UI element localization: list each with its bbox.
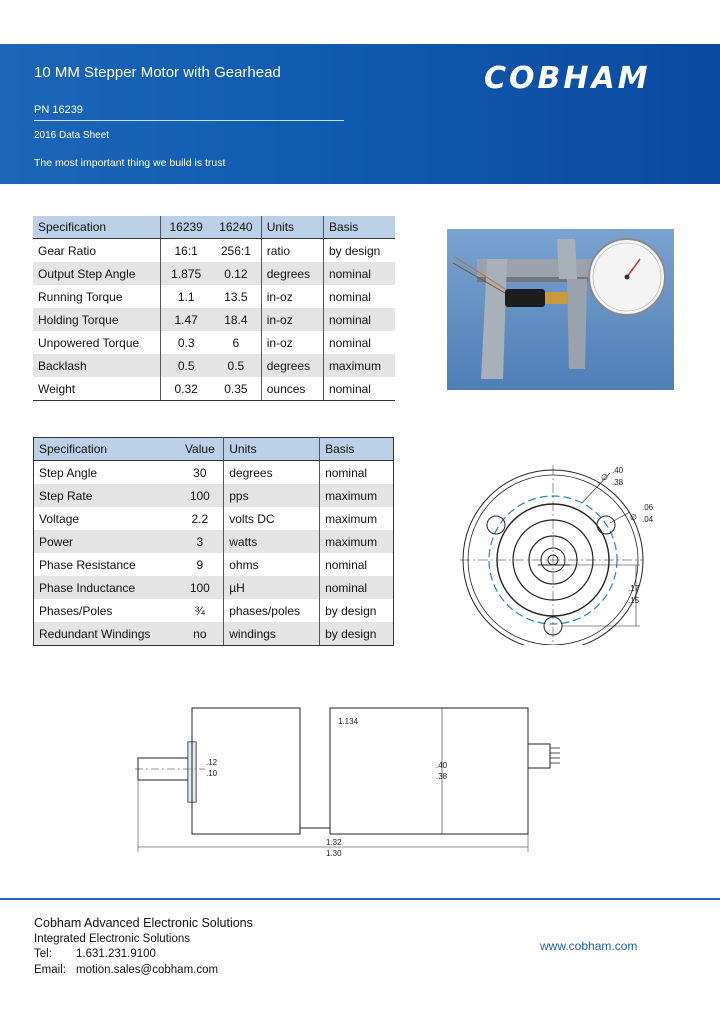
table-cell: Step Angle — [39, 465, 98, 480]
side-dim-total-max: 1.32 — [326, 838, 342, 847]
motor-caliper-photo — [447, 229, 674, 390]
table-row — [33, 331, 395, 354]
column-header: Units — [261, 216, 323, 239]
table-cell: maximum — [320, 530, 394, 553]
table-cell: 256:1 — [220, 243, 251, 258]
table-row — [33, 239, 395, 263]
table-row — [33, 354, 395, 377]
table-cell: phases/poles — [224, 599, 320, 622]
table-cell: Voltage — [39, 511, 80, 526]
table-cell: no — [176, 622, 223, 646]
header-divider — [34, 120, 344, 121]
cobham-logo: COBHAM — [484, 61, 651, 96]
table-cell: Weight — [33, 377, 161, 401]
table-row — [33, 308, 395, 331]
table-row — [33, 262, 395, 285]
table-cell: 18.4 — [211, 308, 261, 331]
table-cell: Power — [34, 530, 177, 553]
side-dim-body-max: .40 — [436, 761, 448, 770]
document-title: 10 MM Stepper Motor with Gearhead — [34, 64, 281, 81]
table-cell: 0.3 — [161, 331, 211, 354]
front-view-drawing — [460, 445, 680, 645]
table-cell: nominal — [323, 331, 395, 354]
header-banner — [0, 44, 720, 184]
table-row — [34, 507, 394, 530]
column-header: Basis — [320, 438, 394, 461]
division-name: Integrated Electronic Solutions — [34, 932, 190, 945]
table-cell: by design — [323, 239, 395, 263]
column-header: Value — [176, 438, 223, 461]
table-row — [33, 377, 395, 401]
table-cell: 100 — [176, 576, 223, 599]
column-header: 16240 — [211, 216, 261, 239]
table-cell: Phases/Poles — [39, 603, 113, 618]
table-cell: pps — [224, 484, 320, 507]
column-header: Specification — [34, 438, 177, 461]
column-header: Specification — [33, 216, 161, 239]
table-cell: 30 — [193, 465, 207, 480]
table-cell: 16:1 — [161, 239, 211, 263]
email-address[interactable]: motion.sales@cobham.com — [76, 963, 219, 976]
side-dim-length: 1.134 — [338, 717, 359, 726]
table-cell: Phase Resistance — [39, 557, 136, 572]
table-cell: degrees — [261, 354, 323, 377]
table-header-row — [33, 216, 395, 239]
table-cell: by design — [320, 599, 394, 622]
table-cell: Output Step Angle — [33, 262, 161, 285]
table-cell: volts DC — [224, 507, 320, 530]
table-cell: Holding Torque — [33, 308, 161, 331]
svg-text:∅: ∅ — [630, 513, 637, 522]
table-cell: 2.2 — [191, 511, 209, 526]
table-cell: nominal — [323, 262, 395, 285]
front-dim-outer-max: .40 — [612, 466, 624, 475]
phone-number: 1.631.231.9100 — [76, 948, 156, 960]
table-cell: Unpowered Torque — [38, 335, 140, 350]
table-cell: 1.875 — [161, 262, 211, 285]
table-cell: ounces — [261, 377, 323, 401]
side-dim-body-min: .38 — [436, 772, 448, 781]
table-cell: nominal — [320, 576, 394, 599]
footer-divider — [0, 898, 720, 900]
email-label: Email: — [34, 963, 66, 976]
svg-text:∅: ∅ — [601, 473, 608, 482]
table-cell: maximum — [320, 484, 394, 507]
phone-line — [34, 947, 253, 963]
table-cell: in-oz — [261, 308, 323, 331]
table-cell: ratio — [261, 239, 323, 263]
table-cell: Gear Ratio — [38, 243, 97, 258]
part-number: PN 16239 — [34, 104, 83, 116]
front-dim-hole-min: .04 — [642, 515, 654, 524]
table-cell: maximum — [320, 507, 394, 530]
table-cell: 0.32 — [161, 377, 211, 401]
table-cell: maximum — [323, 354, 395, 377]
table-cell: nominal — [320, 553, 394, 576]
table-cell: watts — [224, 530, 320, 553]
table-cell: windings — [224, 622, 320, 646]
table-cell: 0.35 — [211, 377, 261, 401]
table-cell: in-oz — [261, 331, 323, 354]
table-row — [34, 576, 394, 599]
side-view-drawing — [130, 700, 570, 860]
table-header-row — [34, 438, 394, 461]
table-row — [34, 461, 394, 485]
table-cell: Backlash — [33, 354, 161, 377]
table-cell: 1.47 — [161, 308, 211, 331]
table-cell: degrees — [261, 262, 323, 285]
table-row — [34, 622, 394, 646]
table-cell: Running Torque — [38, 289, 123, 304]
table-cell: 6 — [232, 335, 240, 350]
table-cell: 0.5 — [211, 354, 261, 377]
table-cell: ohms — [224, 553, 320, 576]
table-row — [34, 553, 394, 576]
table-cell: 3 — [176, 530, 223, 553]
table-cell: Phase Inductance — [34, 576, 177, 599]
website-link[interactable]: www.cobham.com — [540, 939, 638, 953]
front-dim-hole-max: .06 — [642, 503, 654, 512]
table-cell: 1.1 — [161, 285, 211, 308]
table-cell: in-oz — [261, 285, 323, 308]
table-row — [33, 285, 395, 308]
table-cell: Step Rate — [34, 484, 177, 507]
table-cell: 9 — [196, 557, 204, 572]
table-cell: 0.5 — [161, 354, 211, 377]
table-row — [34, 530, 394, 553]
column-header: Units — [224, 438, 320, 461]
side-dim-total-min: 1.30 — [326, 849, 342, 858]
table-cell: nominal — [320, 461, 394, 485]
email-line — [34, 963, 253, 979]
gearhead-spec-table — [33, 216, 395, 401]
table-cell: Redundant Windings — [34, 622, 177, 646]
table-row — [34, 484, 394, 507]
front-dim-outer-min: .38 — [612, 478, 624, 487]
table-cell: nominal — [323, 285, 395, 308]
front-dim-offset-min: .15 — [628, 596, 640, 605]
table-cell: degrees — [224, 461, 320, 485]
datasheet-year: 2016 Data Sheet — [34, 130, 110, 141]
table-cell: nominal — [323, 377, 395, 401]
table-cell: nominal — [323, 308, 395, 331]
company-name: Cobham Advanced Electronic Solutions — [34, 916, 253, 930]
table-cell: 13.5 — [224, 289, 248, 304]
table-cell: ¾ — [194, 603, 205, 618]
front-dim-offset-max: .17 — [628, 584, 640, 593]
tagline: The most important thing we build is trust — [34, 157, 226, 169]
motor-spec-table — [33, 437, 394, 646]
phone-label: Tel: — [34, 948, 52, 960]
table-cell: 0.12 — [211, 262, 261, 285]
table-cell: 100 — [176, 484, 223, 507]
column-header: Basis — [323, 216, 395, 239]
column-header: 16239 — [161, 216, 211, 239]
footer-contact — [34, 916, 253, 978]
side-dim-shaft-max: .12 — [206, 758, 218, 767]
table-cell: by design — [320, 622, 394, 646]
table-cell: µH — [224, 576, 320, 599]
table-row — [34, 599, 394, 622]
side-dim-shaft-min: .10 — [206, 769, 218, 778]
